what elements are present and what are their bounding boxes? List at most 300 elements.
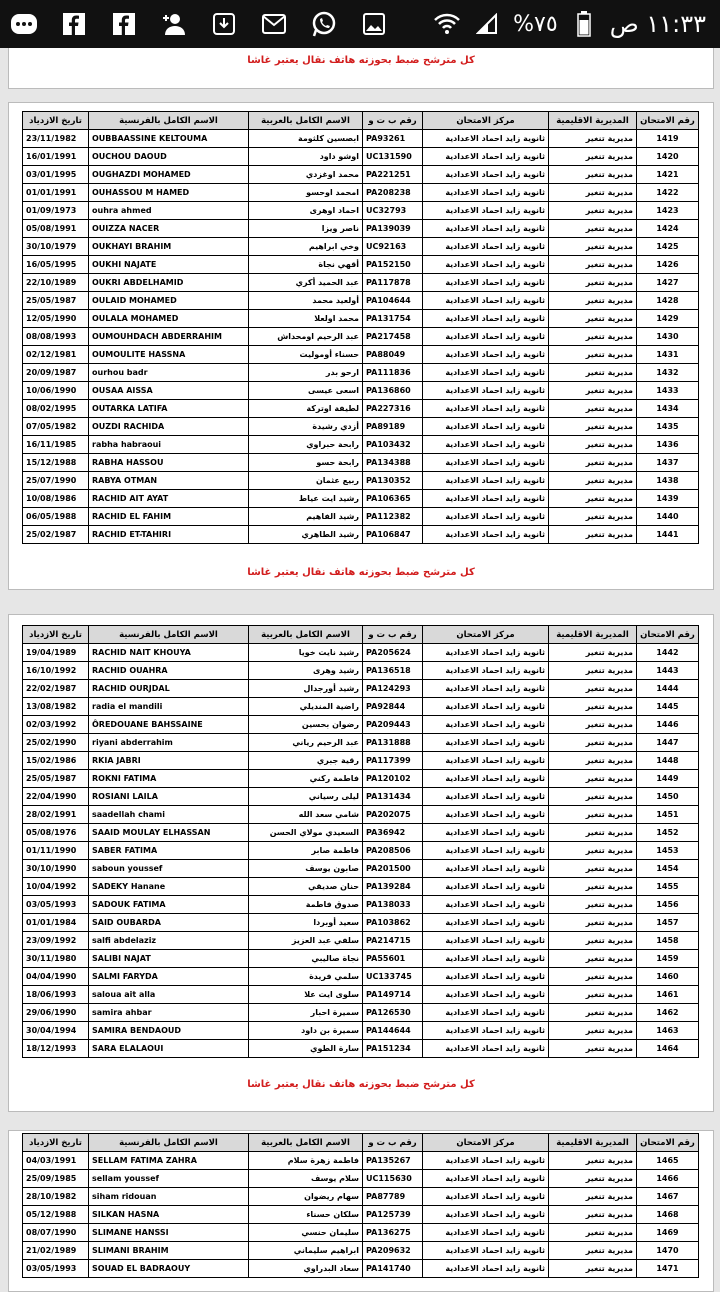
cell-french-name: SOUAD EL BADRAOUY — [89, 1260, 249, 1278]
cell-cin: PA92844 — [363, 698, 423, 716]
cell-french-name: ROKNI FATIMA — [89, 770, 249, 788]
cell-french-name: saboun youssef — [89, 860, 249, 878]
cell-cin: PA131888 — [363, 734, 423, 752]
cell-birthdate: 02/03/1992 — [23, 716, 89, 734]
header-cin: رقم ب ت و — [363, 626, 423, 644]
cell-arabic-name: ناصر ويزا — [249, 220, 363, 238]
cell-arabic-name: السعيدي مولاي الحسن — [249, 824, 363, 842]
cell-arabic-name: رشيد الطاهري — [249, 526, 363, 544]
cell-birthdate: 19/04/1989 — [23, 644, 89, 662]
cell-french-name: OUMOULITE HASSNA — [89, 346, 249, 364]
cell-exam-number: 1460 — [637, 968, 699, 986]
notice-banner: كل مترشح ضبط بحوزته هاتف نقال يعتبر غاشا — [247, 567, 475, 578]
document-page-3 — [8, 1130, 714, 1292]
cell-exam-number: 1432 — [637, 364, 699, 382]
cell-directorate: مديرية تنغير — [549, 454, 637, 472]
table-body — [23, 130, 699, 544]
cell-directorate: مديرية تنغير — [549, 1022, 637, 1040]
cell-directorate: مديرية تنغير — [549, 950, 637, 968]
cell-french-name: SALMI FARYDA — [89, 968, 249, 986]
cell-exam-center: ثانوية زايد احماد الاعدادية — [423, 148, 549, 166]
cell-directorate: مديرية تنغير — [549, 1170, 637, 1188]
cell-birthdate: 29/06/1990 — [23, 1004, 89, 1022]
cell-birthdate: 15/12/1988 — [23, 454, 89, 472]
download-icon — [210, 10, 238, 38]
cell-birthdate: 01/01/1984 — [23, 914, 89, 932]
cell-arabic-name: صدوق فاطمة — [249, 896, 363, 914]
cell-directorate: مديرية تنغير — [549, 1242, 637, 1260]
cell-exam-center: ثانوية زايد احماد الاعدادية — [423, 1224, 549, 1242]
table-row — [23, 698, 699, 716]
table-row — [23, 860, 699, 878]
cell-birthdate: 25/09/1985 — [23, 1170, 89, 1188]
cell-arabic-name: رابحة حبراوي — [249, 436, 363, 454]
cell-exam-number: 1428 — [637, 292, 699, 310]
cell-directorate: مديرية تنغير — [549, 202, 637, 220]
table-row — [23, 680, 699, 698]
cell-birthdate: 01/11/1990 — [23, 842, 89, 860]
cell-directorate: مديرية تنغير — [549, 400, 637, 418]
header-french-name: الاسم الكامل بالفرنسية — [89, 626, 249, 644]
table-row — [23, 662, 699, 680]
cell-french-name: ourhou badr — [89, 364, 249, 382]
cell-directorate: مديرية تنغير — [549, 716, 637, 734]
cell-exam-number: 1433 — [637, 382, 699, 400]
cell-exam-center: ثانوية زايد احماد الاعدادية — [423, 842, 549, 860]
cell-exam-number: 1436 — [637, 436, 699, 454]
message-icon — [260, 10, 288, 38]
cell-exam-number: 1456 — [637, 896, 699, 914]
cell-exam-number: 1424 — [637, 220, 699, 238]
cell-exam-number: 1448 — [637, 752, 699, 770]
cell-exam-center: ثانوية زايد احماد الاعدادية — [423, 824, 549, 842]
cell-french-name: OUHASSOU M HAMED — [89, 184, 249, 202]
cell-exam-number: 1471 — [637, 1260, 699, 1278]
cell-arabic-name: ابراهيم سليماني — [249, 1242, 363, 1260]
cell-french-name: OUTARKA LATIFA — [89, 400, 249, 418]
cell-arabic-name: رشيد ايت عياط — [249, 490, 363, 508]
table-row — [23, 1188, 699, 1206]
cell-arabic-name: رشيد الفاهيم — [249, 508, 363, 526]
cell-exam-center: ثانوية زايد احماد الاعدادية — [423, 662, 549, 680]
cell-birthdate: 13/08/1982 — [23, 698, 89, 716]
cell-directorate: مديرية تنغير — [549, 842, 637, 860]
cell-cin: PA117878 — [363, 274, 423, 292]
header-exam-number: رقم الامتحان — [637, 112, 699, 130]
cell-exam-center: ثانوية زايد احماد الاعدادية — [423, 202, 549, 220]
cell-cin: UC133745 — [363, 968, 423, 986]
cell-exam-number: 1461 — [637, 986, 699, 1004]
cell-birthdate: 25/05/1987 — [23, 292, 89, 310]
table-row — [23, 508, 699, 526]
cell-exam-number: 1423 — [637, 202, 699, 220]
cell-birthdate: 04/03/1991 — [23, 1152, 89, 1170]
cell-cin: PA139039 — [363, 220, 423, 238]
table-row — [23, 1224, 699, 1242]
cell-exam-number: 1429 — [637, 310, 699, 328]
cell-directorate: مديرية تنغير — [549, 860, 637, 878]
cell-birthdate: 03/05/1993 — [23, 896, 89, 914]
header-directorate: المديرية الاقليمية — [549, 1134, 637, 1152]
cell-exam-number: 1425 — [637, 238, 699, 256]
table-row — [23, 734, 699, 752]
cell-cin: PA120102 — [363, 770, 423, 788]
header-exam-center: مركز الامتحان — [423, 112, 549, 130]
cell-arabic-name: حنان صديقي — [249, 878, 363, 896]
header-arabic-name: الاسم الكامل بالعربية — [249, 112, 363, 130]
cell-arabic-name: وخي ابراهيم — [249, 238, 363, 256]
cell-exam-number: 1431 — [637, 346, 699, 364]
cell-exam-center: ثانوية زايد احماد الاعدادية — [423, 896, 549, 914]
cell-birthdate: 30/10/1990 — [23, 860, 89, 878]
cell-exam-center: ثانوية زايد احماد الاعدادية — [423, 490, 549, 508]
cell-arabic-name: فاطمة صابر — [249, 842, 363, 860]
cell-birthdate: 10/08/1986 — [23, 490, 89, 508]
cell-exam-center: ثانوية زايد احماد الاعدادية — [423, 1260, 549, 1278]
cell-cin: PA205624 — [363, 644, 423, 662]
cell-arabic-name: اوشو داود — [249, 148, 363, 166]
cell-directorate: مديرية تنغير — [549, 1224, 637, 1242]
header-exam-center: مركز الامتحان — [423, 626, 549, 644]
status-bar — [0, 0, 720, 48]
cell-cin: PA117399 — [363, 752, 423, 770]
cell-cin: PA208506 — [363, 842, 423, 860]
table-row — [23, 310, 699, 328]
cell-directorate: مديرية تنغير — [549, 644, 637, 662]
cell-cin: PA125739 — [363, 1206, 423, 1224]
cell-arabic-name: رقية جبري — [249, 752, 363, 770]
cell-cin: PA89189 — [363, 418, 423, 436]
cell-french-name: RACHID NAIT KHOUYA — [89, 644, 249, 662]
cell-french-name: rabha habraoui — [89, 436, 249, 454]
cell-directorate: مديرية تنغير — [549, 752, 637, 770]
table-row — [23, 130, 699, 148]
cell-french-name: RACHID ET-TAHIRI — [89, 526, 249, 544]
cell-exam-number: 1421 — [637, 166, 699, 184]
cell-birthdate: 25/05/1987 — [23, 770, 89, 788]
cell-directorate: مديرية تنغير — [549, 896, 637, 914]
cell-birthdate: 06/05/1988 — [23, 508, 89, 526]
cell-exam-number: 1470 — [637, 1242, 699, 1260]
header-exam-number: رقم الامتحان — [637, 626, 699, 644]
cell-cin: PA104644 — [363, 292, 423, 310]
cell-exam-center: ثانوية زايد احماد الاعدادية — [423, 734, 549, 752]
table-row — [23, 526, 699, 544]
table-row — [23, 950, 699, 968]
cell-exam-center: ثانوية زايد احماد الاعدادية — [423, 418, 549, 436]
cell-exam-center: ثانوية زايد احماد الاعدادية — [423, 1040, 549, 1058]
cell-birthdate: 05/08/1976 — [23, 824, 89, 842]
cell-arabic-name: فاطمة ركني — [249, 770, 363, 788]
cell-exam-number: 1466 — [637, 1170, 699, 1188]
cell-exam-center: ثانوية زايد احماد الاعدادية — [423, 274, 549, 292]
cell-exam-number: 1440 — [637, 508, 699, 526]
table-row — [23, 274, 699, 292]
cell-birthdate: 23/11/1982 — [23, 130, 89, 148]
cell-birthdate: 30/04/1994 — [23, 1022, 89, 1040]
cell-french-name: OUCHOU DAOUD — [89, 148, 249, 166]
table-row — [23, 418, 699, 436]
cell-directorate: مديرية تنغير — [549, 662, 637, 680]
cell-birthdate: 18/06/1993 — [23, 986, 89, 1004]
cell-birthdate: 10/06/1990 — [23, 382, 89, 400]
cell-french-name: riyani abderrahim — [89, 734, 249, 752]
cell-exam-number: 1434 — [637, 400, 699, 418]
table-row — [23, 238, 699, 256]
cell-french-name: ROSIANI LAILA — [89, 788, 249, 806]
table-row — [23, 1242, 699, 1260]
cell-birthdate: 03/05/1993 — [23, 1260, 89, 1278]
cell-arabic-name: لطيفة اوترکة — [249, 400, 363, 418]
table-row — [23, 1040, 699, 1058]
cell-cin: PA202075 — [363, 806, 423, 824]
cell-exam-center: ثانوية زايد احماد الاعدادية — [423, 436, 549, 454]
cell-directorate: مديرية تنغير — [549, 1040, 637, 1058]
cell-french-name: RACHID OURJDAL — [89, 680, 249, 698]
cell-cin: PA111836 — [363, 364, 423, 382]
cell-exam-number: 1450 — [637, 788, 699, 806]
cell-exam-center: ثانوية زايد احماد الاعدادية — [423, 130, 549, 148]
cell-arabic-name: رشيد أورجدال — [249, 680, 363, 698]
header-directorate: المديرية الاقليمية — [549, 112, 637, 130]
cell-exam-center: ثانوية زايد احماد الاعدادية — [423, 184, 549, 202]
table-row — [23, 166, 699, 184]
cell-exam-center: ثانوية زايد احماد الاعدادية — [423, 914, 549, 932]
table-row — [23, 328, 699, 346]
header-french-name: الاسم الكامل بالفرنسية — [89, 1134, 249, 1152]
cell-french-name: OULAID MOHAMED — [89, 292, 249, 310]
cell-french-name: SAID OUBARDA — [89, 914, 249, 932]
cell-cin: PA131434 — [363, 788, 423, 806]
cell-directorate: مديرية تنغير — [549, 310, 637, 328]
cell-arabic-name: أولعيد محمد — [249, 292, 363, 310]
cell-french-name: SADEKY Hanane — [89, 878, 249, 896]
table-row — [23, 644, 699, 662]
header-birthdate: تاريخ الازدياد — [23, 1134, 89, 1152]
cell-arabic-name: ربيع عثمان — [249, 472, 363, 490]
table-row — [23, 400, 699, 418]
cell-french-name: OUKHAYI BRAHIM — [89, 238, 249, 256]
cell-exam-number: 1469 — [637, 1224, 699, 1242]
cell-exam-center: ثانوية زايد احماد الاعدادية — [423, 400, 549, 418]
cell-birthdate: 08/02/1995 — [23, 400, 89, 418]
header-exam-center: مركز الامتحان — [423, 1134, 549, 1152]
table-row — [23, 1152, 699, 1170]
cell-arabic-name: رشيد نايت خويا — [249, 644, 363, 662]
cell-french-name: salfi abdelaziz — [89, 932, 249, 950]
cell-birthdate: 05/12/1988 — [23, 1206, 89, 1224]
cell-exam-number: 1463 — [637, 1022, 699, 1040]
cell-exam-center: ثانوية زايد احماد الاعدادية — [423, 950, 549, 968]
cell-french-name: saadellah chami — [89, 806, 249, 824]
cell-french-name: sellam youssef — [89, 1170, 249, 1188]
cell-exam-center: ثانوية زايد احماد الاعدادية — [423, 526, 549, 544]
notice-banner: كل مترشح ضبط بحوزته هاتف نقال يعتبر غاشا — [247, 55, 475, 66]
cell-french-name: SABER FATIMA — [89, 842, 249, 860]
cell-cin: PA152150 — [363, 256, 423, 274]
cell-arabic-name: امحمد اوحسو — [249, 184, 363, 202]
table-row — [23, 382, 699, 400]
cell-exam-center: ثانوية زايد احماد الاعدادية — [423, 860, 549, 878]
cell-arabic-name: رابحة حسو — [249, 454, 363, 472]
notice-banner: كل مترشح ضبط بحوزته هاتف نقال يعتبر غاشا — [247, 1079, 475, 1090]
cell-cin: PA124293 — [363, 680, 423, 698]
cell-french-name: SAMIRA BENDAOUD — [89, 1022, 249, 1040]
cell-cin: PA134388 — [363, 454, 423, 472]
cell-french-name: RACHID AIT AYAT — [89, 490, 249, 508]
cell-exam-number: 1438 — [637, 472, 699, 490]
cell-french-name: SILKAN HASNA — [89, 1206, 249, 1224]
cell-cin: PA141740 — [363, 1260, 423, 1278]
cell-cin: PA87789 — [363, 1188, 423, 1206]
candidates-table-3 — [22, 1133, 699, 1278]
cell-exam-center: ثانوية زايد احماد الاعدادية — [423, 1188, 549, 1206]
cell-birthdate: 01/01/1991 — [23, 184, 89, 202]
cell-arabic-name: سلوى ايت علا — [249, 986, 363, 1004]
cell-birthdate: 01/09/1973 — [23, 202, 89, 220]
cell-cin: PA106365 — [363, 490, 423, 508]
table-row — [23, 256, 699, 274]
cell-exam-center: ثانوية زايد احماد الاعدادية — [423, 1004, 549, 1022]
cell-birthdate: 02/12/1981 — [23, 346, 89, 364]
cell-cin: PA139284 — [363, 878, 423, 896]
cell-cin: PA136275 — [363, 1224, 423, 1242]
cell-arabic-name: أزدي رشيدة — [249, 418, 363, 436]
header-exam-number: رقم الامتحان — [637, 1134, 699, 1152]
cell-cin: UC131590 — [363, 148, 423, 166]
cell-exam-center: ثانوية زايد احماد الاعدادية — [423, 364, 549, 382]
header-cin: رقم ب ت و — [363, 1134, 423, 1152]
cell-exam-center: ثانوية زايد احماد الاعدادية — [423, 1170, 549, 1188]
cell-french-name: saloua ait alla — [89, 986, 249, 1004]
cell-directorate: مديرية تنغير — [549, 1260, 637, 1278]
cell-arabic-name: اسعى عيسى — [249, 382, 363, 400]
cell-birthdate: 12/05/1990 — [23, 310, 89, 328]
cell-arabic-name: عبد الرحيم اومحداش — [249, 328, 363, 346]
cell-directorate: مديرية تنغير — [549, 824, 637, 842]
cell-exam-center: ثانوية زايد احماد الاعدادية — [423, 454, 549, 472]
cell-cin: PA201500 — [363, 860, 423, 878]
cell-directorate: مديرية تنغير — [549, 328, 637, 346]
cell-directorate: مديرية تنغير — [549, 734, 637, 752]
cell-arabic-name: سارة الطوي — [249, 1040, 363, 1058]
table-header-row — [23, 112, 699, 130]
cell-french-name: RKIA JABRI — [89, 752, 249, 770]
table-row — [23, 896, 699, 914]
facebook-icon — [110, 10, 138, 38]
cell-french-name: siham ridouan — [89, 1188, 249, 1206]
cell-birthdate: 25/02/1990 — [23, 734, 89, 752]
cell-directorate: مديرية تنغير — [549, 770, 637, 788]
cell-directorate: مديرية تنغير — [549, 968, 637, 986]
cell-birthdate: 16/05/1995 — [23, 256, 89, 274]
cell-exam-number: 1439 — [637, 490, 699, 508]
cell-cin: PA144644 — [363, 1022, 423, 1040]
cell-cin: PA138033 — [363, 896, 423, 914]
cell-cin: PA93261 — [363, 130, 423, 148]
cell-exam-center: ثانوية زايد احماد الاعدادية — [423, 932, 549, 950]
cell-exam-center: ثانوية زايد احماد الاعدادية — [423, 788, 549, 806]
cell-exam-number: 1462 — [637, 1004, 699, 1022]
cell-exam-number: 1420 — [637, 148, 699, 166]
cell-exam-number: 1437 — [637, 454, 699, 472]
cell-cin: UC92163 — [363, 238, 423, 256]
cell-birthdate: 22/02/1987 — [23, 680, 89, 698]
cell-exam-center: ثانوية زايد احماد الاعدادية — [423, 292, 549, 310]
header-french-name: الاسم الكامل بالفرنسية — [89, 112, 249, 130]
cell-cin: PA88049 — [363, 346, 423, 364]
table-row — [23, 1022, 699, 1040]
cell-arabic-name: فاطمة زهرة سلام — [249, 1152, 363, 1170]
cell-french-name: OUKRI ABDELHAMID — [89, 274, 249, 292]
cell-directorate: مديرية تنغير — [549, 698, 637, 716]
cell-exam-center: ثانوية زايد احماد الاعدادية — [423, 382, 549, 400]
table-row — [23, 716, 699, 734]
cell-arabic-name: صابون يوسف — [249, 860, 363, 878]
table-row — [23, 824, 699, 842]
cell-directorate: مديرية تنغير — [549, 220, 637, 238]
cell-french-name: SARA ELALAOUI — [89, 1040, 249, 1058]
cell-french-name: OUMOUHDACH ABDERRAHIM — [89, 328, 249, 346]
cell-exam-number: 1435 — [637, 418, 699, 436]
cell-french-name: RACHID OUAHRA — [89, 662, 249, 680]
cell-directorate: مديرية تنغير — [549, 382, 637, 400]
cell-directorate: مديرية تنغير — [549, 508, 637, 526]
whatsapp-icon — [310, 10, 338, 38]
cell-exam-number: 1445 — [637, 698, 699, 716]
cell-exam-center: ثانوية زايد احماد الاعدادية — [423, 770, 549, 788]
cell-arabic-name: رضوان بحسين — [249, 716, 363, 734]
cell-exam-number: 1426 — [637, 256, 699, 274]
cell-directorate: مديرية تنغير — [549, 878, 637, 896]
cell-cin: PA135267 — [363, 1152, 423, 1170]
cell-directorate: مديرية تنغير — [549, 986, 637, 1004]
candidates-table-2 — [22, 625, 699, 1058]
table-header-row — [23, 1134, 699, 1152]
cell-cin: PA217458 — [363, 328, 423, 346]
cell-directorate: مديرية تنغير — [549, 166, 637, 184]
table-row — [23, 752, 699, 770]
cell-arabic-name: سلكان حسناء — [249, 1206, 363, 1224]
cell-exam-center: ثانوية زايد احماد الاعدادية — [423, 806, 549, 824]
cell-directorate: مديرية تنغير — [549, 914, 637, 932]
cell-exam-number: 1449 — [637, 770, 699, 788]
cell-exam-number: 1464 — [637, 1040, 699, 1058]
cell-cin: PA55601 — [363, 950, 423, 968]
cell-cin: PA209443 — [363, 716, 423, 734]
cell-exam-number: 1468 — [637, 1206, 699, 1224]
cell-directorate: مديرية تنغير — [549, 1206, 637, 1224]
add-contact-icon — [160, 10, 188, 38]
cell-birthdate: 28/10/1982 — [23, 1188, 89, 1206]
table-row — [23, 932, 699, 950]
cell-cin: PA221251 — [363, 166, 423, 184]
cell-directorate: مديرية تنغير — [549, 418, 637, 436]
cell-french-name: OUKHI NAJATE — [89, 256, 249, 274]
cell-arabic-name: أقهي نجاة — [249, 256, 363, 274]
cell-cin: PA209632 — [363, 1242, 423, 1260]
cell-birthdate: 05/08/1991 — [23, 220, 89, 238]
cell-arabic-name: عبد الرحيم رياني — [249, 734, 363, 752]
cell-directorate: مديرية تنغير — [549, 526, 637, 544]
cell-exam-number: 1443 — [637, 662, 699, 680]
cell-french-name: RACHID EL FAHIM — [89, 508, 249, 526]
table-row — [23, 454, 699, 472]
cell-directorate: مديرية تنغير — [549, 130, 637, 148]
table-row — [23, 472, 699, 490]
gallery-icon — [360, 10, 388, 38]
cell-cin: PA130352 — [363, 472, 423, 490]
